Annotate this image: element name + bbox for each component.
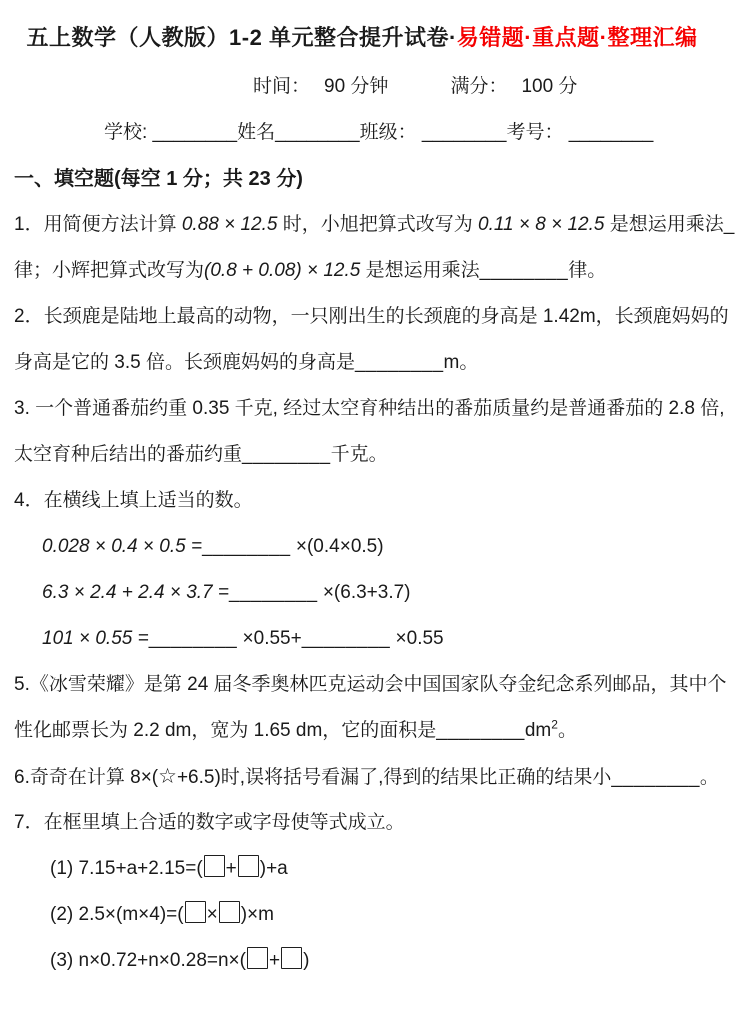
question-text: )×m <box>240 904 274 925</box>
question-line <box>0 570 724 616</box>
question-text: + <box>268 950 281 971</box>
expression-italic: (0.8 + 0.08) × 12.5 <box>204 260 361 281</box>
question-line <box>0 386 724 432</box>
question-text: + <box>225 858 237 879</box>
question-line <box>0 800 724 846</box>
question-line <box>0 846 724 892</box>
answer-box <box>204 855 225 877</box>
score-value: 100 分 <box>521 76 578 97</box>
question-line <box>0 478 724 524</box>
question-text: 时，小旭把算式改写为 <box>277 214 479 235</box>
question-text: 身高是它的 3.5 倍。长颈鹿妈妈的身高是 <box>14 352 355 373</box>
question-text: (2) 2.5×(m×4)=( <box>50 904 184 925</box>
question-text: × <box>206 904 218 925</box>
blank-field: ________ <box>479 260 569 281</box>
question-text: 3. 一个普通番茄约重 0.35 千克, 经过太空育种结出的番茄质量约是普通番茄的 2.8 倍, <box>14 398 725 419</box>
question-line <box>0 616 724 662</box>
page-title-red: 易错题·重点题·整理汇编 <box>456 25 698 50</box>
question-text: m。 <box>443 352 479 373</box>
expression-italic: 6.3 × 2.4 + 2.4 × 3.7 = <box>42 582 229 603</box>
questions <box>0 202 735 984</box>
question-text: 太空育种后结出的番茄约重 <box>14 444 243 465</box>
answer-box <box>219 901 240 923</box>
answer-box <box>238 855 259 877</box>
blank-field: _ <box>723 214 735 235</box>
question-line <box>0 662 727 708</box>
question-text: ×0.55 <box>390 628 444 649</box>
question-text: 6.奇奇在计算 8×( <box>14 767 159 788</box>
question-text: ×(0.4×0.5) <box>290 536 384 557</box>
blank-field: ________ <box>611 767 700 788</box>
question-text: 。 <box>699 767 719 788</box>
question-text: 5.《冰雪荣耀》是第 24 届冬季奥林匹克运动会中国国家队夺金纪念系列邮品，其中个 <box>14 674 727 695</box>
page-title <box>0 0 724 58</box>
question-line <box>0 754 724 800</box>
expression-italic: 0.028 × 0.4 × 0.5 = <box>42 536 203 557</box>
question-line <box>0 892 724 938</box>
superscript: 2 <box>551 717 558 732</box>
question-text: ×0.55+ <box>237 628 302 649</box>
page-title-black: 五上数学（人教版）1-2 单元整合提升试卷· <box>26 25 457 50</box>
blank-field: ________ <box>148 628 238 649</box>
question-text: 性化邮票长为 2.2 dm，宽为 1.65 dm，它的面积是 <box>14 720 437 741</box>
question-text: 律；小辉把算式改写为 <box>14 260 205 281</box>
question-text: 7．在框里填上合适的数字或字母使等式成立。 <box>14 812 405 833</box>
question-text: 律。 <box>568 260 607 281</box>
question-text: 1．用简便方法计算 <box>14 214 182 235</box>
question-text: 千克。 <box>330 444 388 465</box>
question-line <box>0 294 729 340</box>
question-text: 是想运用乘法 <box>360 260 480 281</box>
question-text: ) <box>303 950 310 971</box>
question-text: +6.5)时,误将括号看漏了,得到的结果比正确的结果小 <box>176 767 612 788</box>
time-value: 90 分钟 <box>324 76 389 97</box>
question-text: 。 <box>557 720 577 741</box>
answer-box <box>185 901 206 923</box>
score-label: 满分： <box>450 76 508 97</box>
expression-italic: 0.11 × 8 × 12.5 <box>478 214 605 235</box>
blank-field: ________ <box>202 536 291 557</box>
answer-box <box>281 947 302 969</box>
section-heading: 一、填空题(每空 1 分；共 23 分) <box>14 168 303 190</box>
star-icon: ☆ <box>158 765 177 788</box>
expression-italic: 101 × 0.55 = <box>42 628 149 649</box>
blank-field: ________ <box>436 720 525 741</box>
question-text: )+a <box>259 858 288 879</box>
question-line <box>0 708 724 754</box>
student-info-line: 学校: ________姓名________班级： ________考号： ________ <box>104 122 654 143</box>
question-line <box>0 202 735 248</box>
question-line <box>0 432 724 478</box>
question-text: dm <box>524 720 552 741</box>
exam-meta <box>0 64 724 110</box>
blank-field: ________ <box>354 352 444 373</box>
question-line <box>0 248 724 294</box>
blank-field: ________ <box>229 582 318 603</box>
time-label: 时间： <box>253 76 311 97</box>
question-text: 是想运用乘法 <box>604 214 724 235</box>
question-text: ×(6.3+3.7) <box>317 582 411 603</box>
blank-field: ________ <box>301 628 391 649</box>
question-text: (3) n×0.72+n×0.28=n×( <box>50 950 246 971</box>
expression-italic: 0.88 × 12.5 <box>181 214 278 235</box>
question-text: (1) 7.15+a+2.15=( <box>50 858 203 879</box>
answer-box <box>247 947 268 969</box>
question-text: 4．在横线上填上适当的数。 <box>14 490 253 511</box>
question-line <box>0 524 724 570</box>
question-line <box>0 938 724 984</box>
question-text: 2．长颈鹿是陆地上最高的动物，一只刚出生的长颈鹿的身高是 1.42m，长颈鹿妈妈的 <box>14 306 729 327</box>
blank-field: ________ <box>242 444 331 465</box>
question-line <box>0 340 724 386</box>
